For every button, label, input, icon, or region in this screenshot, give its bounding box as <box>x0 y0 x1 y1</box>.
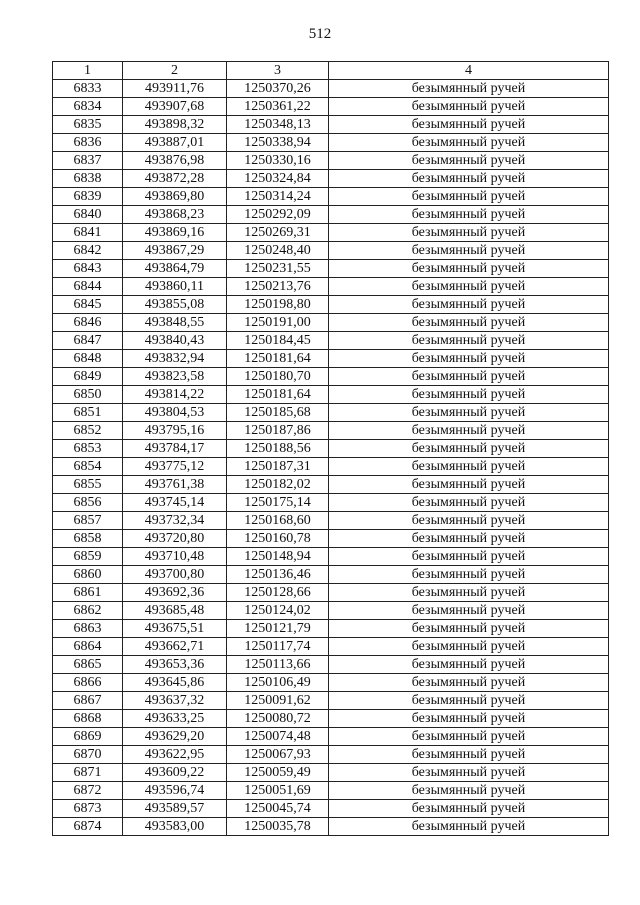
table-row <box>53 566 609 584</box>
point-number-cell: 6860 <box>53 566 123 584</box>
description-cell: безымянный ручей <box>329 656 609 674</box>
description-cell: безымянный ручей <box>329 782 609 800</box>
table-row <box>53 440 609 458</box>
description-cell: безымянный ручей <box>329 296 609 314</box>
description-cell: безымянный ручей <box>329 458 609 476</box>
point-number-cell: 6835 <box>53 116 123 134</box>
x-coordinate-cell: 493720,80 <box>123 530 227 548</box>
table-row <box>53 152 609 170</box>
point-number-cell: 6853 <box>53 440 123 458</box>
y-coordinate-cell: 1250067,93 <box>227 746 329 764</box>
table-row <box>53 134 609 152</box>
y-coordinate-cell: 1250187,31 <box>227 458 329 476</box>
table-row <box>53 530 609 548</box>
table-header <box>53 62 609 80</box>
y-coordinate-cell: 1250121,79 <box>227 620 329 638</box>
point-number-cell: 6856 <box>53 494 123 512</box>
x-coordinate-cell: 493637,32 <box>123 692 227 710</box>
x-coordinate-cell: 493685,48 <box>123 602 227 620</box>
point-number-cell: 6837 <box>53 152 123 170</box>
description-cell: безымянный ручей <box>329 476 609 494</box>
table-row <box>53 800 609 818</box>
table-row <box>53 764 609 782</box>
description-cell: безымянный ручей <box>329 368 609 386</box>
x-coordinate-cell: 493907,68 <box>123 98 227 116</box>
x-coordinate-cell: 493633,25 <box>123 710 227 728</box>
description-cell: безымянный ручей <box>329 134 609 152</box>
x-coordinate-cell: 493589,57 <box>123 800 227 818</box>
point-number-cell: 6840 <box>53 206 123 224</box>
x-coordinate-cell: 493867,29 <box>123 242 227 260</box>
y-coordinate-cell: 1250182,02 <box>227 476 329 494</box>
y-coordinate-cell: 1250231,55 <box>227 260 329 278</box>
description-cell: безымянный ручей <box>329 692 609 710</box>
y-coordinate-cell: 1250269,31 <box>227 224 329 242</box>
y-coordinate-cell: 1250198,80 <box>227 296 329 314</box>
point-number-cell: 6857 <box>53 512 123 530</box>
table-row <box>53 350 609 368</box>
x-coordinate-cell: 493596,74 <box>123 782 227 800</box>
y-coordinate-cell: 1250181,64 <box>227 386 329 404</box>
point-number-cell: 6861 <box>53 584 123 602</box>
table-row <box>53 116 609 134</box>
y-coordinate-cell: 1250324,84 <box>227 170 329 188</box>
table-row <box>53 296 609 314</box>
y-coordinate-cell: 1250248,40 <box>227 242 329 260</box>
y-coordinate-cell: 1250168,60 <box>227 512 329 530</box>
header-row <box>53 62 609 80</box>
description-cell: безымянный ручей <box>329 170 609 188</box>
table-row <box>53 260 609 278</box>
point-number-cell: 6847 <box>53 332 123 350</box>
x-coordinate-cell: 493700,80 <box>123 566 227 584</box>
description-cell: безымянный ручей <box>329 638 609 656</box>
table-row <box>53 206 609 224</box>
y-coordinate-cell: 1250184,45 <box>227 332 329 350</box>
description-cell: безымянный ручей <box>329 188 609 206</box>
table-row <box>53 278 609 296</box>
y-coordinate-cell: 1250074,48 <box>227 728 329 746</box>
x-coordinate-cell: 493864,79 <box>123 260 227 278</box>
x-coordinate-cell: 493784,17 <box>123 440 227 458</box>
y-coordinate-cell: 1250080,72 <box>227 710 329 728</box>
description-cell: безымянный ручей <box>329 80 609 98</box>
point-number-cell: 6845 <box>53 296 123 314</box>
x-coordinate-cell: 493876,98 <box>123 152 227 170</box>
description-cell: безымянный ручей <box>329 152 609 170</box>
table-row <box>53 242 609 260</box>
table-row <box>53 80 609 98</box>
point-number-cell: 6855 <box>53 476 123 494</box>
x-coordinate-cell: 493823,58 <box>123 368 227 386</box>
table-row <box>53 476 609 494</box>
x-coordinate-cell: 493848,55 <box>123 314 227 332</box>
point-number-cell: 6852 <box>53 422 123 440</box>
x-coordinate-cell: 493911,76 <box>123 80 227 98</box>
y-coordinate-cell: 1250361,22 <box>227 98 329 116</box>
y-coordinate-cell: 1250213,76 <box>227 278 329 296</box>
y-coordinate-cell: 1250160,78 <box>227 530 329 548</box>
x-coordinate-cell: 493609,22 <box>123 764 227 782</box>
point-number-cell: 6859 <box>53 548 123 566</box>
y-coordinate-cell: 1250106,49 <box>227 674 329 692</box>
x-coordinate-cell: 493745,14 <box>123 494 227 512</box>
y-coordinate-cell: 1250330,16 <box>227 152 329 170</box>
point-number-cell: 6870 <box>53 746 123 764</box>
description-cell: безымянный ручей <box>329 350 609 368</box>
description-cell: безымянный ручей <box>329 278 609 296</box>
table-row <box>53 656 609 674</box>
table-row <box>53 368 609 386</box>
x-coordinate-cell: 493887,01 <box>123 134 227 152</box>
point-number-cell: 6867 <box>53 692 123 710</box>
description-cell: безымянный ручей <box>329 242 609 260</box>
description-cell: безымянный ручей <box>329 602 609 620</box>
y-coordinate-cell: 1250035,78 <box>227 818 329 836</box>
y-coordinate-cell: 1250191,00 <box>227 314 329 332</box>
point-number-cell: 6842 <box>53 242 123 260</box>
description-cell: безымянный ручей <box>329 206 609 224</box>
table-row <box>53 404 609 422</box>
description-cell: безымянный ручей <box>329 386 609 404</box>
table-row <box>53 692 609 710</box>
table-row <box>53 584 609 602</box>
table-row <box>53 818 609 836</box>
header-col-3: 3 <box>227 62 329 80</box>
y-coordinate-cell: 1250338,94 <box>227 134 329 152</box>
table-row <box>53 746 609 764</box>
point-number-cell: 6846 <box>53 314 123 332</box>
y-coordinate-cell: 1250128,66 <box>227 584 329 602</box>
point-number-cell: 6872 <box>53 782 123 800</box>
point-number-cell: 6836 <box>53 134 123 152</box>
description-cell: безымянный ручей <box>329 566 609 584</box>
description-cell: безымянный ручей <box>329 494 609 512</box>
description-cell: безымянный ручей <box>329 728 609 746</box>
y-coordinate-cell: 1250180,70 <box>227 368 329 386</box>
description-cell: безымянный ручей <box>329 764 609 782</box>
y-coordinate-cell: 1250370,26 <box>227 80 329 98</box>
table-row <box>53 620 609 638</box>
point-number-cell: 6839 <box>53 188 123 206</box>
description-cell: безымянный ручей <box>329 332 609 350</box>
y-coordinate-cell: 1250091,62 <box>227 692 329 710</box>
description-cell: безымянный ручей <box>329 746 609 764</box>
page-number: 512 <box>308 26 332 42</box>
x-coordinate-cell: 493898,32 <box>123 116 227 134</box>
table-row <box>53 458 609 476</box>
point-number-cell: 6869 <box>53 728 123 746</box>
table-row <box>53 548 609 566</box>
description-cell: безымянный ручей <box>329 530 609 548</box>
table-row <box>53 494 609 512</box>
point-number-cell: 6865 <box>53 656 123 674</box>
description-cell: безымянный ручей <box>329 710 609 728</box>
x-coordinate-cell: 493692,36 <box>123 584 227 602</box>
description-cell: безымянный ручей <box>329 620 609 638</box>
table-row <box>53 728 609 746</box>
x-coordinate-cell: 493832,94 <box>123 350 227 368</box>
y-coordinate-cell: 1250051,69 <box>227 782 329 800</box>
description-cell: безымянный ручей <box>329 584 609 602</box>
header-col-1: 1 <box>53 62 123 80</box>
y-coordinate-cell: 1250181,64 <box>227 350 329 368</box>
x-coordinate-cell: 493629,20 <box>123 728 227 746</box>
point-number-cell: 6858 <box>53 530 123 548</box>
x-coordinate-cell: 493662,71 <box>123 638 227 656</box>
point-number-cell: 6862 <box>53 602 123 620</box>
x-coordinate-cell: 493583,00 <box>123 818 227 836</box>
description-cell: безымянный ручей <box>329 314 609 332</box>
table-row <box>53 332 609 350</box>
description-cell: безымянный ручей <box>329 116 609 134</box>
point-number-cell: 6841 <box>53 224 123 242</box>
table-row <box>53 170 609 188</box>
x-coordinate-cell: 493868,23 <box>123 206 227 224</box>
point-number-cell: 6838 <box>53 170 123 188</box>
table-row <box>53 782 609 800</box>
x-coordinate-cell: 493869,80 <box>123 188 227 206</box>
point-number-cell: 6844 <box>53 278 123 296</box>
header-col-4: 4 <box>329 62 609 80</box>
description-cell: безымянный ручей <box>329 818 609 836</box>
description-cell: безымянный ручей <box>329 512 609 530</box>
y-coordinate-cell: 1250187,86 <box>227 422 329 440</box>
point-number-cell: 6833 <box>53 80 123 98</box>
x-coordinate-cell: 493814,22 <box>123 386 227 404</box>
table-row <box>53 674 609 692</box>
x-coordinate-cell: 493840,43 <box>123 332 227 350</box>
description-cell: безымянный ручей <box>329 548 609 566</box>
point-number-cell: 6871 <box>53 764 123 782</box>
x-coordinate-cell: 493675,51 <box>123 620 227 638</box>
description-cell: безымянный ручей <box>329 404 609 422</box>
y-coordinate-cell: 1250136,46 <box>227 566 329 584</box>
table-row <box>53 224 609 242</box>
x-coordinate-cell: 493622,95 <box>123 746 227 764</box>
point-number-cell: 6864 <box>53 638 123 656</box>
x-coordinate-cell: 493710,48 <box>123 548 227 566</box>
y-coordinate-cell: 1250292,09 <box>227 206 329 224</box>
header-col-2: 2 <box>123 62 227 80</box>
x-coordinate-cell: 493761,38 <box>123 476 227 494</box>
x-coordinate-cell: 493645,86 <box>123 674 227 692</box>
description-cell: безымянный ручей <box>329 98 609 116</box>
x-coordinate-cell: 493732,34 <box>123 512 227 530</box>
table-row <box>53 386 609 404</box>
table-row <box>53 602 609 620</box>
description-cell: безымянный ручей <box>329 224 609 242</box>
x-coordinate-cell: 493653,36 <box>123 656 227 674</box>
point-number-cell: 6851 <box>53 404 123 422</box>
x-coordinate-cell: 493855,08 <box>123 296 227 314</box>
point-number-cell: 6854 <box>53 458 123 476</box>
y-coordinate-cell: 1250113,66 <box>227 656 329 674</box>
y-coordinate-cell: 1250188,56 <box>227 440 329 458</box>
description-cell: безымянный ручей <box>329 800 609 818</box>
point-number-cell: 6863 <box>53 620 123 638</box>
table-row <box>53 188 609 206</box>
point-number-cell: 6848 <box>53 350 123 368</box>
point-number-cell: 6849 <box>53 368 123 386</box>
table-row <box>53 422 609 440</box>
point-number-cell: 6850 <box>53 386 123 404</box>
description-cell: безымянный ручей <box>329 422 609 440</box>
y-coordinate-cell: 1250117,74 <box>227 638 329 656</box>
point-number-cell: 6843 <box>53 260 123 278</box>
coordinates-table <box>52 61 609 836</box>
x-coordinate-cell: 493860,11 <box>123 278 227 296</box>
description-cell: безымянный ручей <box>329 260 609 278</box>
point-number-cell: 6874 <box>53 818 123 836</box>
point-number-cell: 6866 <box>53 674 123 692</box>
point-number-cell: 6873 <box>53 800 123 818</box>
x-coordinate-cell: 493795,16 <box>123 422 227 440</box>
table-row <box>53 710 609 728</box>
y-coordinate-cell: 1250175,14 <box>227 494 329 512</box>
description-cell: безымянный ручей <box>329 440 609 458</box>
table-body <box>53 80 609 836</box>
x-coordinate-cell: 493804,53 <box>123 404 227 422</box>
description-cell: безымянный ручей <box>329 674 609 692</box>
y-coordinate-cell: 1250045,74 <box>227 800 329 818</box>
y-coordinate-cell: 1250148,94 <box>227 548 329 566</box>
table-row <box>53 314 609 332</box>
point-number-cell: 6868 <box>53 710 123 728</box>
table-row <box>53 512 609 530</box>
y-coordinate-cell: 1250348,13 <box>227 116 329 134</box>
x-coordinate-cell: 493872,28 <box>123 170 227 188</box>
y-coordinate-cell: 1250059,49 <box>227 764 329 782</box>
point-number-cell: 6834 <box>53 98 123 116</box>
y-coordinate-cell: 1250314,24 <box>227 188 329 206</box>
table-row <box>53 638 609 656</box>
x-coordinate-cell: 493869,16 <box>123 224 227 242</box>
y-coordinate-cell: 1250185,68 <box>227 404 329 422</box>
x-coordinate-cell: 493775,12 <box>123 458 227 476</box>
table-row <box>53 98 609 116</box>
y-coordinate-cell: 1250124,02 <box>227 602 329 620</box>
